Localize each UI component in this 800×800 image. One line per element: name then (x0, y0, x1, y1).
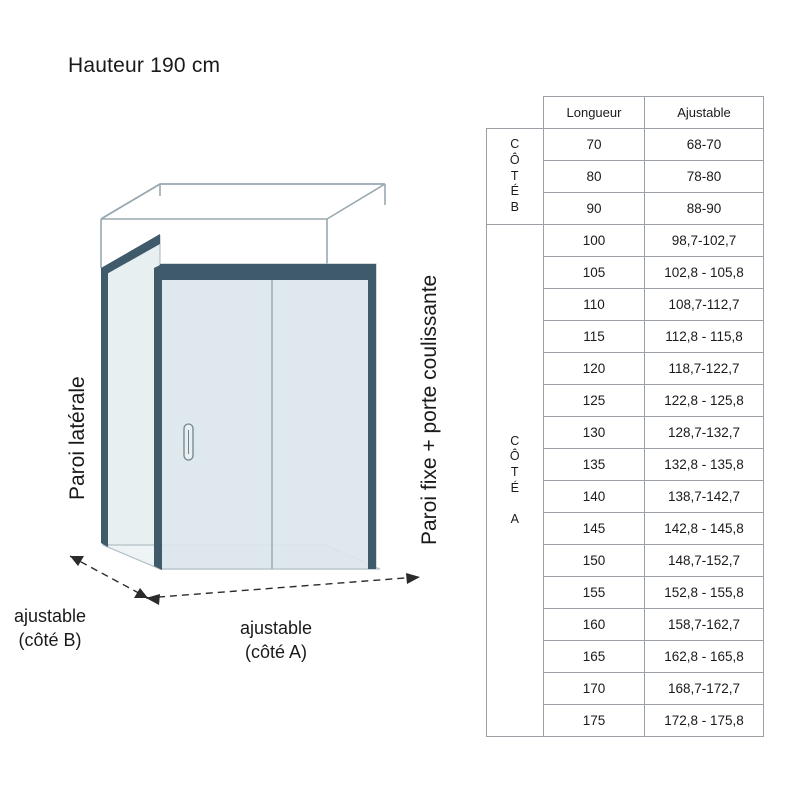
cell-longueur: 135 (544, 449, 645, 481)
cell-longueur: 70 (544, 129, 645, 161)
cell-longueur: 175 (544, 705, 645, 737)
cell-longueur: 115 (544, 321, 645, 353)
side-letter: A (510, 511, 520, 526)
label-ajustable-cote-b (14, 604, 86, 653)
cell-ajustable: 132,8 - 135,8 (645, 449, 764, 481)
cell-longueur: 100 (544, 225, 645, 257)
cell-longueur: 130 (544, 417, 645, 449)
cell-ajustable: 172,8 - 175,8 (645, 705, 764, 737)
cell-ajustable: 98,7-102,7 (645, 225, 764, 257)
size-table (486, 96, 764, 737)
cell-longueur: 145 (544, 513, 645, 545)
cell-longueur: 105 (544, 257, 645, 289)
side-letter (487, 496, 543, 512)
label-ajustable-cote-a-line1: ajustable (240, 618, 313, 638)
side-letter: C (510, 137, 520, 152)
size-table-header (487, 97, 764, 129)
cell-longueur: 155 (544, 577, 645, 609)
header-ajustable: Ajustable (645, 97, 764, 129)
size-table-body (487, 129, 764, 737)
label-ajustable-cote-b-line2: (côté B) (18, 630, 82, 651)
cell-ajustable: 138,7-142,7 (645, 481, 764, 513)
cell-ajustable: 142,8 - 145,8 (645, 513, 764, 545)
cell-longueur: 110 (544, 289, 645, 321)
cell-ajustable: 168,7-172,7 (645, 673, 764, 705)
front-glass-panel (160, 264, 376, 569)
label-ajustable-cote-a-line2: (côté A) (245, 642, 308, 663)
side-letter: B (510, 199, 520, 214)
cell-longueur: 140 (544, 481, 645, 513)
cell-longueur: 150 (544, 545, 645, 577)
cell-ajustable: 122,8 - 125,8 (645, 385, 764, 417)
page-title: Hauteur 190 cm (68, 54, 221, 77)
cell-longueur: 120 (544, 353, 645, 385)
side-letter: T (510, 464, 520, 479)
cell-ajustable: 128,7-132,7 (645, 417, 764, 449)
door-handle[interactable] (184, 424, 193, 460)
header-longueur: Longueur (544, 97, 645, 129)
cell-ajustable: 78-80 (645, 161, 764, 193)
cell-ajustable: 152,8 - 155,8 (645, 577, 764, 609)
side-glass-panel (103, 236, 160, 569)
side-letter: É (510, 184, 520, 199)
cell-ajustable: 148,7-152,7 (645, 545, 764, 577)
side-letter: T (510, 168, 520, 183)
cell-ajustable: 68-70 (645, 129, 764, 161)
table-row (487, 129, 764, 161)
table-row (487, 225, 764, 257)
cell-ajustable: 88-90 (645, 193, 764, 225)
side-letter: Ô (509, 449, 521, 464)
side-letter: C (510, 433, 520, 448)
label-paroi-fixe-porte-coulissante: Paroi fixe + porte coulissante (418, 274, 441, 545)
cell-longueur: 90 (544, 193, 645, 225)
label-paroi-laterale: Paroi latérale (66, 376, 89, 500)
cell-ajustable: 108,7-112,7 (645, 289, 764, 321)
cell-ajustable: 162,8 - 165,8 (645, 641, 764, 673)
cell-ajustable: 112,8 - 115,8 (645, 321, 764, 353)
cell-longueur: 80 (544, 161, 645, 193)
side-label-cote-a (487, 225, 544, 737)
cell-ajustable: 118,7-122,7 (645, 353, 764, 385)
label-ajustable-cote-a (240, 616, 312, 665)
cell-ajustable: 158,7-162,7 (645, 609, 764, 641)
cell-longueur: 160 (544, 609, 645, 641)
table-header-row (487, 97, 764, 129)
cell-longueur: 165 (544, 641, 645, 673)
dimension-arrow-side-a (146, 573, 420, 605)
cell-longueur: 170 (544, 673, 645, 705)
side-letter: Ô (509, 153, 521, 168)
cell-ajustable: 102,8 - 105,8 (645, 257, 764, 289)
dimension-arrow-side-b (70, 556, 148, 598)
label-ajustable-cote-b-line1: ajustable (14, 606, 87, 626)
side-label-cote-b (487, 129, 544, 225)
side-letter: É (510, 480, 520, 495)
cell-longueur: 125 (544, 385, 645, 417)
header-side (487, 97, 544, 129)
